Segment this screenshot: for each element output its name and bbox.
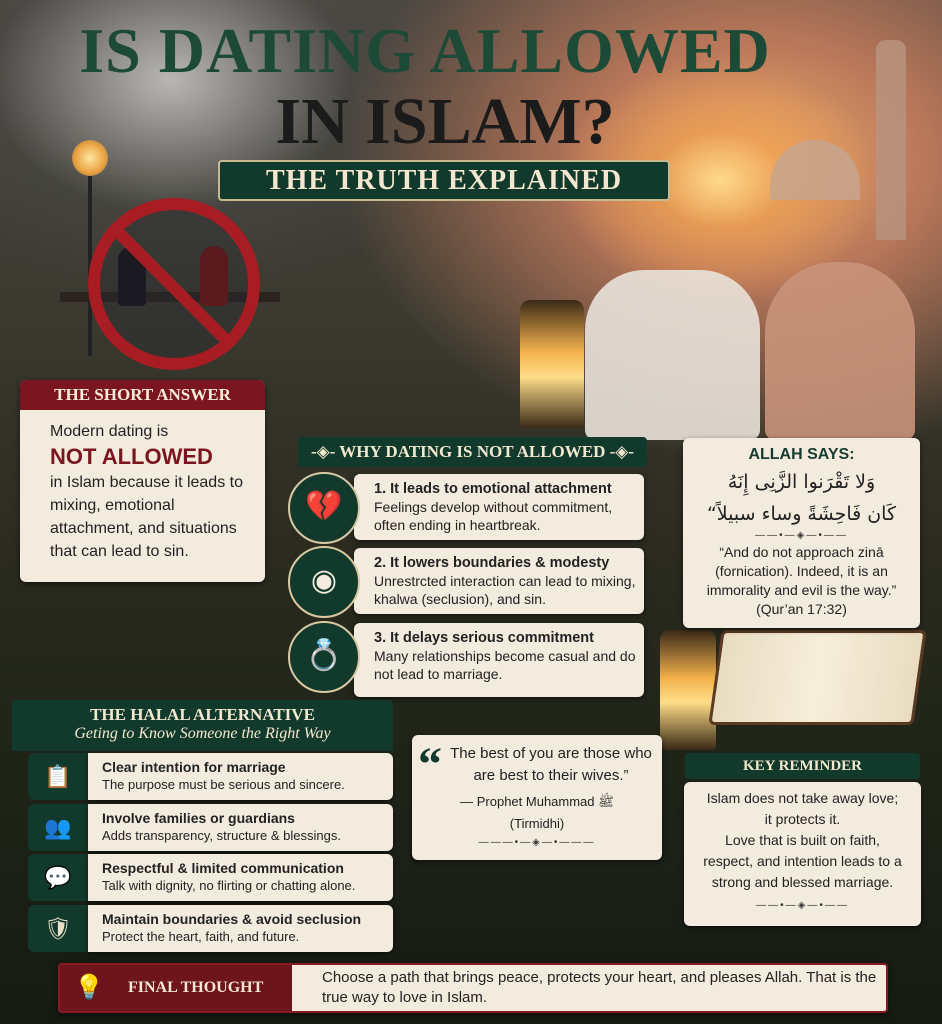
key-reminder-line-1: Islam does not take away love; (706, 790, 899, 806)
key-reminder-card (684, 782, 921, 926)
lantern-illustration (660, 630, 716, 750)
final-thought-text: Choose a path that brings peace, protects your heart, and pleases Allah. That is the true way to love in Islam. (292, 965, 886, 1011)
final-thought-heading: FINAL THOUGHT (128, 979, 264, 996)
family-icon: 👥 (28, 804, 88, 851)
broken-heart-icon: 💔 (288, 472, 360, 544)
shield-icon: 🛡 (28, 905, 88, 952)
reason-text: Feelings develop without commitment, often ending in heartbreak. (374, 499, 613, 533)
quran-book-illustration (708, 630, 926, 725)
title-line-2: IN ISLAM? (275, 85, 615, 158)
short-answer-body: in Islam because it leads to mixing, emotional attachment, and situations that can lead to sin. (50, 474, 243, 560)
lantern-illustration (520, 300, 584, 428)
why-heading-text: WHY DATING IS NOT ALLOWED (339, 442, 606, 461)
man-silhouette (118, 246, 146, 306)
halal-alternative-header (12, 700, 393, 751)
not-allowed-emphasis: NOT ALLOWED (50, 444, 213, 469)
hadith-quote-card (412, 735, 662, 860)
title-line-1: IS DATING ALLOWED (79, 15, 771, 86)
short-answer-intro: Modern dating is (50, 423, 169, 440)
ornament-divider: ———•—◈—•——— (478, 837, 596, 848)
halal-item (28, 804, 393, 851)
ornament-divider: ——•—◈—•—— (755, 530, 848, 541)
quote-mark-icon: “ (418, 738, 442, 791)
hadith-source: (Tirmidhi) (509, 816, 565, 831)
woman-figure-illustration (765, 262, 915, 440)
halal-heading: THE HALAL ALTERNATIVE (90, 705, 315, 724)
reason-title: 3. It delays serious commitment (374, 630, 594, 646)
halal-item-text: Talk with dignity, no flirting or chatting alone. (102, 878, 356, 893)
key-reminder-line-2: it protects it. (764, 811, 841, 827)
halal-item-text: Protect the heart, faith, and future. (102, 929, 300, 944)
halal-item-title: Involve families or guardians (102, 810, 295, 826)
halal-item-title: Clear intention for marriage (102, 759, 286, 775)
prohibited-dating-icon (88, 198, 260, 370)
checklist-icon: 📋 (28, 753, 88, 800)
reason-title: 1. It leads to emotional attachment (374, 481, 612, 497)
hadith-attribution: — Prophet Muhammad ﷺ (460, 794, 614, 809)
short-answer-heading: THE SHORT ANSWER (20, 380, 265, 410)
halal-item-title: Respectful & limited communication (102, 860, 344, 876)
allah-says-heading: ALLAH SAYS: (748, 446, 855, 463)
verse-translation: “And do not approach zinā (fornication). Indeed, it is an immorality and evil is the way.” (706, 544, 897, 598)
halal-subheading: Geting to Know Someone the Right Way (74, 725, 331, 742)
subtitle-banner: THE TRUTH EXPLAINED (218, 160, 670, 201)
reason-title: 2. It lowers boundaries & modesty (374, 555, 610, 571)
ornament-divider: ——•—◈—•—— (756, 900, 849, 911)
halal-item (28, 905, 393, 952)
why-heading: -◈- WHY DATING IS NOT ALLOWED -◈- (298, 437, 647, 467)
halal-item-text: The purpose must be serious and sincere. (102, 777, 345, 792)
key-reminder-heading: KEY REMINDER (685, 753, 920, 779)
reason-text: Unrestrcted interaction can lead to mixing, khalwa (seclusion), and sin. (374, 573, 636, 607)
hadith-text: The best of you are those who are best to their wives.” (450, 745, 652, 784)
halal-item (28, 854, 393, 901)
chat-icon: 💬 (28, 854, 88, 901)
verse-reference: (Qur’an 17:32) (756, 601, 847, 617)
ring-icon: 💍 (288, 621, 360, 693)
man-figure-illustration (585, 270, 760, 440)
key-reminder-line-3: Love that is built on faith, respect, and intention leads to a strong and blessed marriage. (703, 832, 902, 890)
allah-says-card (683, 438, 920, 628)
halal-item-title: Maintain boundaries & avoid seclusion (102, 911, 362, 927)
final-thought-banner (58, 963, 888, 1013)
halal-item-text: Adds transparency, structure & blessings. (102, 828, 341, 843)
arabic-verse-line-2: كَان فَاحِشَةً وساء سبيلاً“ (706, 503, 897, 525)
woman-silhouette (200, 246, 228, 306)
lightbulb-icon: 💡 (74, 974, 104, 1001)
halal-item (28, 753, 393, 800)
short-answer-card (20, 380, 265, 582)
reason-text: Many relationships become casual and do not lead to marriage. (374, 648, 636, 682)
arabic-verse-line-1: وَلا تَقْرَنوا الزَّنِى إِنَهُ (727, 471, 876, 493)
eye-icon: ◉ (288, 546, 360, 618)
